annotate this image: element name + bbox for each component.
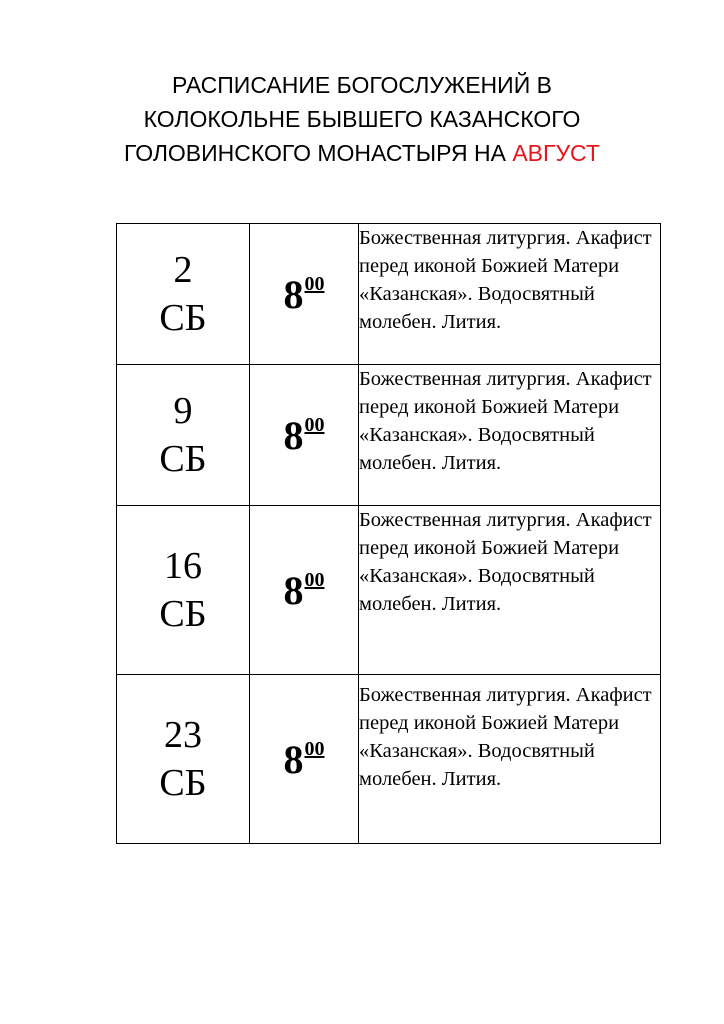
table-row <box>117 506 661 675</box>
title-month: АВГУСТ <box>512 140 600 166</box>
weekday: СБ <box>159 297 207 339</box>
title-line-2: КОЛОКОЛЬНЕ БЫВШЕГО КАЗАНСКОГО <box>143 106 581 132</box>
date-cell <box>117 224 250 365</box>
service-description: Божественная литургия. Акафист перед иконой Божией Матери «Казанская». Водосвятный молебен. Лития. <box>359 675 661 844</box>
time-hour: 8 <box>283 412 304 458</box>
page-title <box>60 68 664 170</box>
day-number: 2 <box>173 249 193 291</box>
table-row <box>117 365 661 506</box>
time-minutes: 00 <box>304 568 325 591</box>
time-minutes: 00 <box>304 413 325 436</box>
time-minutes: 00 <box>304 737 325 760</box>
weekday: СБ <box>159 438 207 480</box>
day-number: 23 <box>164 714 202 756</box>
service-description: Божественная литургия. Акафист перед иконой Божией Матери «Казанская». Водосвятный молебен. Лития. <box>359 506 661 675</box>
title-line-3 <box>60 136 664 170</box>
weekday: СБ <box>159 593 207 635</box>
time-cell <box>250 675 359 844</box>
time-hour: 8 <box>283 271 304 317</box>
day-number: 9 <box>173 390 193 432</box>
service-description: Божественная литургия. Акафист перед иконой Божией Матери «Казанская». Водосвятный молебен. Лития. <box>359 365 661 506</box>
time-cell <box>250 365 359 506</box>
title-line-3-prefix: ГОЛОВИНСКОГО МОНАСТЫРЯ НА <box>124 140 506 166</box>
time-cell <box>250 506 359 675</box>
date-cell <box>117 365 250 506</box>
date-cell <box>117 506 250 675</box>
day-number: 16 <box>164 545 202 587</box>
table-row <box>117 675 661 844</box>
time-hour: 8 <box>283 736 304 782</box>
weekday: СБ <box>159 762 207 804</box>
time-hour: 8 <box>283 567 304 613</box>
service-description: Божественная литургия. Акафист перед иконой Божией Матери «Казанская». Водосвятный молебен. Лития. <box>359 224 661 365</box>
date-cell <box>117 675 250 844</box>
time-minutes: 00 <box>304 272 325 295</box>
time-cell <box>250 224 359 365</box>
table-row <box>117 224 661 365</box>
schedule-table <box>116 223 661 844</box>
title-line-1: РАСПИСАНИЕ БОГОСЛУЖЕНИЙ В <box>172 72 552 98</box>
